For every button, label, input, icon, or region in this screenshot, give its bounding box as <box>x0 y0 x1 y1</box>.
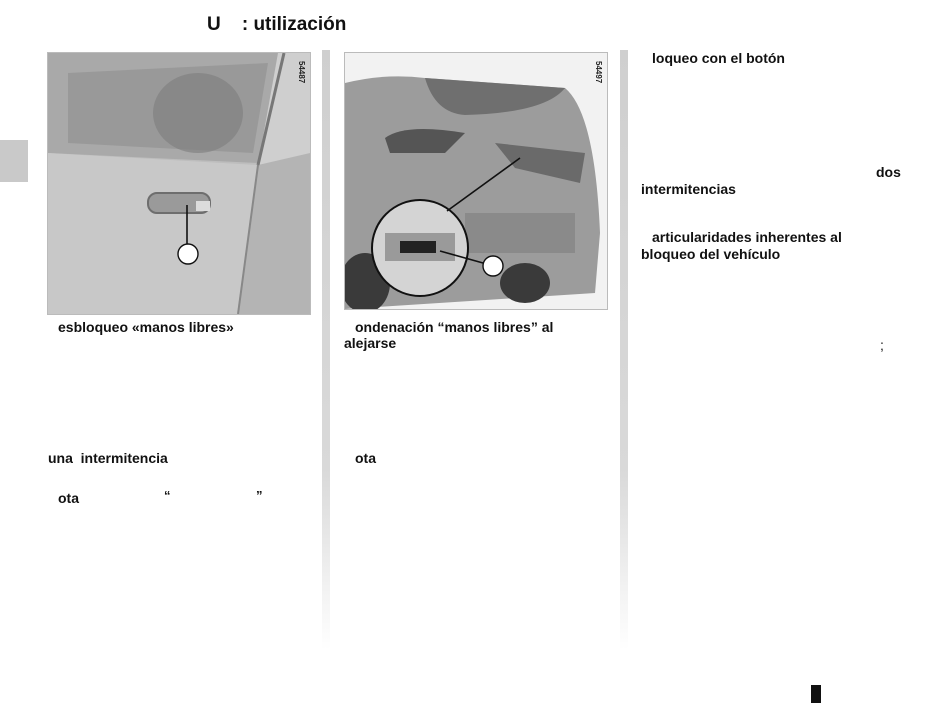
section-heading: loqueo con el botón <box>652 50 785 66</box>
rear-car-figure <box>344 52 608 310</box>
section-heading-cont: alejarse <box>344 335 397 351</box>
figure-code: 54497 <box>594 61 603 84</box>
chapter-tab <box>0 140 28 182</box>
paragraph-text: dos <box>876 164 901 180</box>
note-label: ota <box>355 450 376 466</box>
page-title: U : utilización <box>207 14 347 35</box>
paragraph-text: una intermitencia <box>48 450 168 466</box>
figure-code: 54487 <box>297 61 306 84</box>
door-handle-figure <box>47 52 311 315</box>
note-label: ota <box>58 490 79 506</box>
column-divider <box>620 50 628 650</box>
section-heading: articularidades inherentes al <box>652 229 842 245</box>
punctuation: ; <box>880 337 884 353</box>
paragraph-text: intermitencias <box>641 181 736 197</box>
quote-close: ” <box>256 488 263 503</box>
section-heading: ondenación “manos libres” al <box>355 319 554 335</box>
quote-open: “ <box>164 488 171 503</box>
column-divider <box>322 50 330 650</box>
callout-circle <box>178 244 198 264</box>
page-marker <box>811 685 821 703</box>
section-heading-cont: bloqueo del vehículo <box>641 246 781 262</box>
section-heading: esbloqueo «manos libres» <box>58 319 234 335</box>
callout-circle <box>483 256 503 276</box>
